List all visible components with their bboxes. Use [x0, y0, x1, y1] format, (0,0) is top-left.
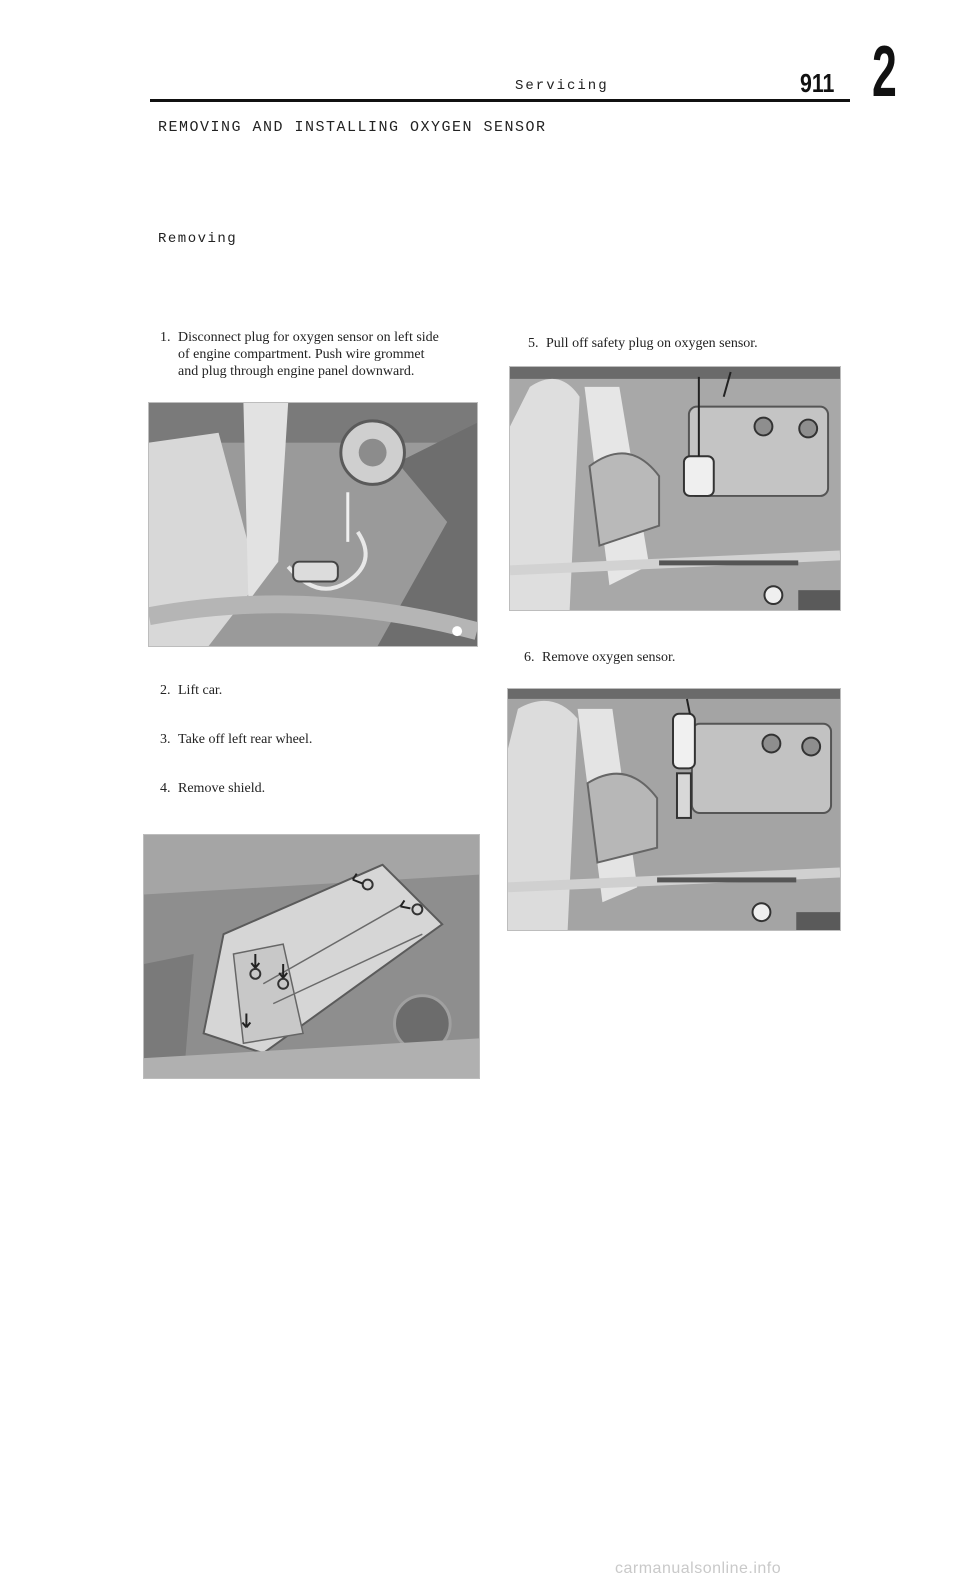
header-rule	[150, 99, 850, 102]
step-text-line: and plug through engine panel downward.	[178, 364, 415, 379]
step-number: 3.	[160, 732, 171, 747]
step-text-line: Lift car.	[178, 683, 223, 698]
step-6	[524, 649, 675, 666]
page-title: REMOVING AND INSTALLING OXYGEN SENSOR	[158, 119, 547, 136]
step-text-line: Take off left rear wheel.	[178, 732, 313, 747]
step-text-line: Remove shield.	[178, 781, 266, 796]
section-name: Servicing	[515, 78, 609, 94]
step-4	[160, 780, 265, 797]
watermark: carmanualsonline.info	[615, 1560, 782, 1577]
step-text-line: Remove oxygen sensor.	[542, 650, 676, 665]
step-number: 6.	[524, 650, 535, 665]
step-1	[160, 329, 439, 380]
step-text-line: of engine compartment. Push wire grommet	[178, 347, 425, 362]
step-5	[528, 335, 758, 352]
step-text-line: Pull off safety plug on oxygen sensor.	[546, 336, 758, 351]
subheading: Removing	[158, 231, 238, 247]
photo-plug-engine-compartment	[148, 402, 478, 647]
step-text-line: Disconnect plug for oxygen sensor on left side	[178, 330, 439, 345]
step-number: 2.	[160, 683, 171, 698]
chapter-number: 2	[872, 32, 897, 112]
step-number: 4.	[160, 781, 171, 796]
step-3	[160, 731, 312, 748]
step-2	[160, 682, 222, 699]
photo-safety-plug	[509, 366, 841, 611]
model-number: 911	[800, 68, 835, 98]
step-number: 5.	[528, 336, 539, 351]
photo-sensor-removed	[507, 688, 841, 931]
photo-shield	[143, 834, 480, 1079]
step-number: 1.	[160, 330, 171, 345]
